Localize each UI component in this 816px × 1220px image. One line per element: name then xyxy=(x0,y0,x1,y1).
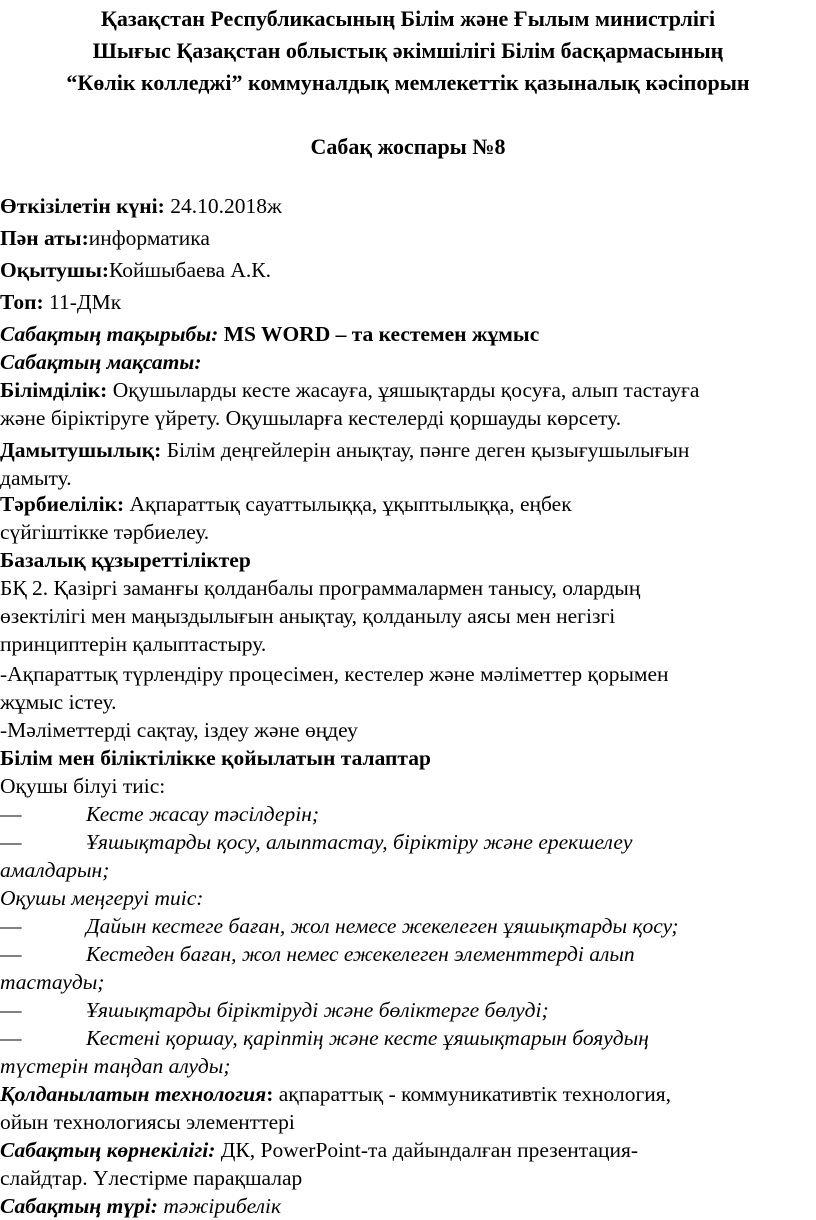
upbringing-goal-label: Тәрбиелілік: xyxy=(0,492,125,516)
competency-line5: жұмыс істеу. xyxy=(0,690,117,714)
know-intro: Оқушы білуі тиіс: xyxy=(0,774,166,798)
educational-goal-line1: Білімділік: Оқушыларды кесте жасауға, ұяшықтарды қосуға, алып тастауға xyxy=(0,378,700,402)
requirements-heading: Білім мен біліктілікке қойылатын талаптар xyxy=(0,746,431,770)
header-college: “Көлік колледжі” коммуналдық мемлекеттік қазыналық кәсіпорын xyxy=(66,70,750,95)
teacher-label: Оқытушы: xyxy=(0,258,110,282)
date-line xyxy=(0,192,810,220)
subject-line xyxy=(0,224,810,252)
technology-line1: Қолданылатын технология: ақпараттық - коммуникативтік технология, xyxy=(0,1082,672,1106)
list-item-continuation: тастауды; xyxy=(0,970,105,994)
group-label: Топ: xyxy=(0,290,44,314)
developmental-goal-label: Дамытушылық: xyxy=(0,438,162,462)
list-item: — Кестеден баған, жол немес ежекелеген элементтерді алып xyxy=(0,942,635,966)
technology-label: Қолданылатын технология xyxy=(0,1082,267,1106)
list-item: — Ұяшықтарды біріктіруді және бөліктерге бөлуді; xyxy=(0,998,549,1022)
lesson-type-value: тәжірибелік xyxy=(157,1194,282,1218)
educational-goal-line2: және біріктіруге үйрету. Оқушыларға кестелерді қоршауды көрсету. xyxy=(0,406,622,430)
upbringing-goal-line2: сүйгіштікке тәрбиелеу. xyxy=(0,520,210,544)
visuals-line2: слайдтар. Үлестірме парақшалар xyxy=(0,1166,303,1190)
developmental-goal-line2: дамыту. xyxy=(0,466,72,490)
subject-value: информатика xyxy=(88,226,210,250)
header-ministry: Қазақстан Республикасының Білім және Ғылым министрлігі xyxy=(100,6,716,31)
dash-bullet: — xyxy=(0,914,22,938)
dash-bullet: — xyxy=(0,942,22,966)
list-item: — Дайын кестеге баған, жол немесе жекелеген ұяшықтарды қосу; xyxy=(0,914,679,938)
competency-line3: принциптерін қалыптастыру. xyxy=(0,632,267,656)
goals-heading: Сабақтың мақсаты: xyxy=(0,350,202,374)
header-administration: Шығыс Қазақстан облыстық әкімшілігі Білім басқармасының xyxy=(92,38,724,63)
dash-bullet: — xyxy=(0,998,22,1022)
technology-line2: ойын технологиясы элементтері xyxy=(0,1110,295,1134)
topic-line xyxy=(0,320,810,348)
competency-line6: -Мәліметтерді сақтау, іздеу және өңдеу xyxy=(0,718,358,742)
lesson-type-line xyxy=(0,1192,810,1220)
teacher-line xyxy=(0,256,810,284)
subject-label: Пән аты: xyxy=(0,226,89,250)
dash-bullet: — xyxy=(0,802,22,826)
list-item: — Кесте жасау тәсілдерін; xyxy=(0,802,320,826)
visuals-label: Сабақтың көрнекілігі: xyxy=(0,1138,216,1162)
upbringing-goal-line1: Тәрбиелілік: Ақпараттық сауаттылыққа, ұқыптылыққа, еңбек xyxy=(0,492,572,516)
group-line xyxy=(0,288,810,316)
skill-intro: Оқушы меңгеруі тиіс: xyxy=(0,886,204,910)
topic-label: Сабақтың тақырыбы: xyxy=(0,322,219,346)
date-label: Өткізілетін күні: xyxy=(0,194,165,218)
lesson-type-label: Сабақтың түрі: xyxy=(0,1194,158,1218)
dash-bullet: — xyxy=(0,1026,22,1050)
dash-bullet: — xyxy=(0,830,22,854)
page-title: Сабақ жоспары №8 xyxy=(310,134,506,159)
group-value: 11-ДМк xyxy=(43,290,122,314)
list-item-continuation: амалдарын; xyxy=(0,858,110,882)
developmental-goal-line1: Дамытушылық: Білім деңгейлерін анықтау, пәнге деген қызығушылығын xyxy=(0,438,690,462)
list-item-continuation: түстерін таңдап алуды; xyxy=(0,1054,231,1078)
list-item: — Кестені қоршау, қаріптің және кесте ұяшықтарын бояудың xyxy=(0,1026,649,1050)
competency-line4: -Ақпараттық түрлендіру процесімен, кестелер және мәліметтер қорымен xyxy=(0,662,669,686)
topic-value: MS WORD – та кестемен жұмыс xyxy=(218,322,540,346)
date-value: 24.10.2018ж xyxy=(164,194,282,218)
competency-line1: БҚ 2. Қазіргі заманғы қолданбалы программалармен танысу, олардың xyxy=(0,576,641,600)
competency-line2: өзектілігі мен маңыздылығын анықтау, қолданылу аясы мен негізгі xyxy=(0,604,616,628)
list-item: — Ұяшықтарды қосу, алыптастау, біріктіру және ерекшелеу xyxy=(0,830,633,854)
competencies-heading: Базалық құзыреттіліктер xyxy=(0,548,251,572)
educational-goal-label: Білімділік: xyxy=(0,378,108,402)
teacher-value: Койшыбаева А.К. xyxy=(109,258,271,282)
visuals-line1: Сабақтың көрнекілігі: ДК, PowerPoint-та дайындалған презентация- xyxy=(0,1138,639,1162)
